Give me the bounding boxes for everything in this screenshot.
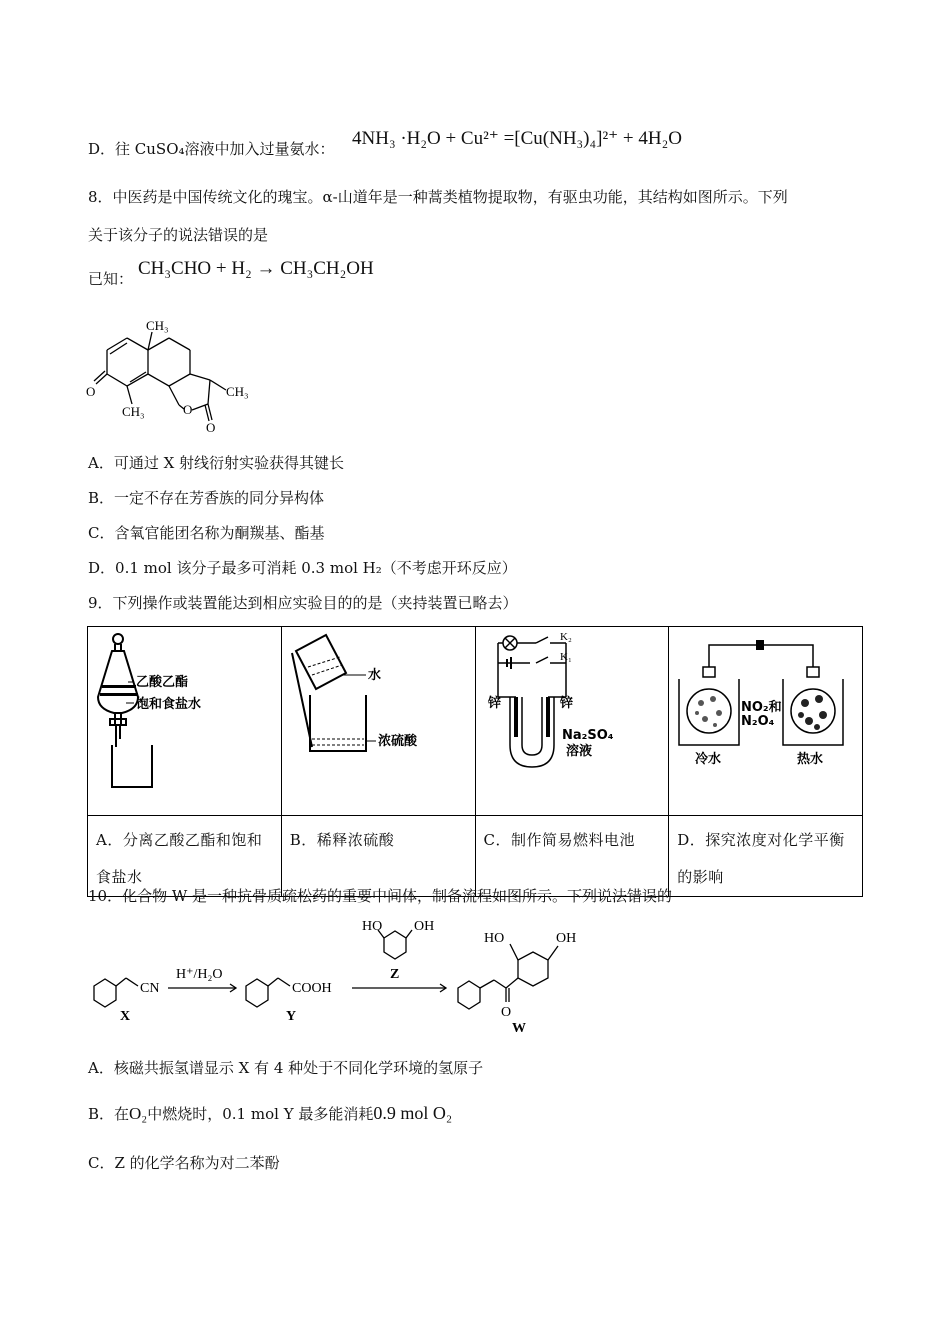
q8-known-prefix: 已知： [88,270,134,288]
q10-stem: 10．化合物 W 是一种抗骨质疏松药的重要中间体，制备流程如图所示。下列说法错误的 [88,887,673,905]
q8-option-a: A．可通过 X 射线衍射实验获得其键长 [88,454,345,472]
label-zinc-left: 锌 [487,696,501,711]
q10-reaction-scheme [86,916,606,1034]
reagent-h-h2o: H⁺/H₂O [176,967,223,982]
label-k1: K₁ [559,651,572,663]
q9-caption-c: C．制作简易燃料电池 [475,816,669,897]
z-oh-left: HO [362,919,383,934]
q10-option-a: A．核磁共振氢谱显示 X 有 4 种处于不同化学环境的氢原子 [88,1059,484,1077]
q10-option-b-part2: 中燃烧时，0.1 mol Y 最多能消耗 [147,1105,374,1123]
label-cold-water: 冷水 [695,752,722,767]
santonin-ch3-bottom: CH₃ [122,404,145,419]
label-zinc-right: 锌 [559,696,573,711]
q10-option-b-o2: O₂ [129,1104,148,1123]
q10-option-b-part1: B．在 [88,1105,130,1123]
q7-option-d [88,138,335,160]
q8-known-equation: CH₃CHO + H₂ → CH₃CH₂OH [138,258,374,279]
q8-option-c: C．含氧官能团名称为酮羰基、酯基 [88,524,325,542]
label-ethyl-acetate: 乙酸乙酯 [136,675,189,690]
label-na2so4: Na₂SO₄ [561,728,613,743]
q8-option-b: B．一定不存在芳香族的同分异构体 [88,489,325,507]
label-k2: K₂ [559,631,572,643]
q8-stem-line2: 关于该分子的说法错误的是 [88,226,269,244]
z-oh-right: OH [414,919,435,934]
q9-caption-b: B．稀释浓硫酸 [281,816,475,897]
santonin-o-carbonyl: O [206,420,216,435]
q9-caption-a: A．分离乙酸乙酯和饱和食盐水 [88,816,282,897]
santonin-o-left: O [86,384,96,399]
label-saturated-brine: 饱和食盐水 [136,697,202,712]
label-water: 水 [367,668,381,683]
q8-stem-line1: 8．中医药是中国传统文化的瑰宝。α-山道年是一种蒿类植物提取物，有驱虫功能，其结构如图所示。下列 [88,188,788,206]
q10-option-b [88,1102,452,1125]
y-cooh-label: COOH [292,981,332,996]
w-oh-left: HO [484,931,505,946]
q8-option-d: D．0.1 mol 该分子最多可消耗 0.3 mol H₂（不考虑开环反应） [88,559,517,577]
y-label: Y [286,1009,297,1024]
santonin-structure [82,312,262,437]
z-label: Z [390,967,400,982]
label-n2o4: N₂O₄ [741,714,775,729]
q9-figure-d [669,627,863,816]
q10-option-b-part3: 0.9 mol O₂ [373,1103,453,1123]
santonin-ch3-right: CH₃ [226,384,249,399]
q7-option-d-text: D．往 CuSO₄溶液中加入过量氨水： [88,140,335,158]
q9-stem: 9．下列操作或装置能达到相应实验目的的是（夹持装置已略去） [88,594,518,612]
x-label: X [120,1009,131,1024]
label-hot-water: 热水 [797,752,824,767]
santonin-ch3-top: CH₃ [146,318,169,333]
w-oh-right: OH [556,931,577,946]
q9-figure-a [88,627,282,816]
w-o-label: O [501,1005,512,1020]
x-cn-label: CN [140,981,160,996]
label-no2-and: NO₂和 [741,700,782,715]
q7-option-d-equation: 4NH₃ ·H₂O + Cu²⁺ =[Cu(NH₃)₄]²⁺ + 4H₂O [352,128,682,149]
label-conc-sulfuric: 浓硫酸 [377,734,417,749]
q9-options-table [87,626,863,897]
w-label: W [512,1021,526,1034]
santonin-o-ring: O [183,402,193,417]
q10-option-c: C．Z 的化学名称为对二苯酚 [88,1154,280,1172]
q9-figure-b [281,627,475,816]
q9-figure-c [475,627,669,816]
q9-caption-d: D．探究浓度对化学平衡的影响 [669,816,863,897]
label-solution: 溶液 [565,744,592,759]
